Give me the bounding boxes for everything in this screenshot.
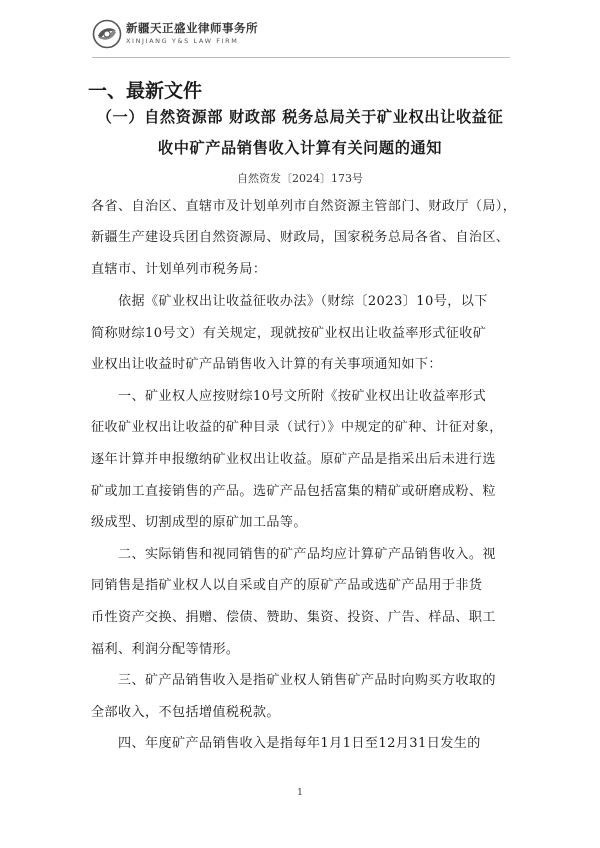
header-divider bbox=[92, 57, 510, 58]
body-line: 征收矿业权出让收益的矿种目录（试行）》中规定的矿种、计征对象， bbox=[91, 420, 503, 435]
body-line: 一、矿业权人应按财综10号文所附《按矿业权出让收益率形式 bbox=[118, 389, 487, 404]
body-line: 逐年计算并申报缴纳矿业权出让收益。原矿产品是指采出后未进行选 bbox=[91, 452, 496, 467]
firm-logo-icon bbox=[92, 19, 122, 49]
body-line: 二、实际销售和视同销售的矿产品均应计算矿产品销售收入。视 bbox=[118, 547, 496, 562]
body-line: 直辖市、计划单列市税务局： bbox=[91, 262, 267, 277]
body-line: 币性资产交换、捐赠、偿债、赞助、集资、投资、广告、样品、职工 bbox=[91, 610, 496, 625]
body-line: 简称财综10号文）有关规定，现就按矿业权出让收益率形式征收矿 bbox=[91, 326, 487, 341]
body-line: 三、矿产品销售收入是指矿业权人销售矿产品时向购买方收取的 bbox=[118, 673, 496, 688]
firm-name-en: XINJIANG Y&S LAW FIRM bbox=[126, 37, 239, 45]
page-number: 1 bbox=[297, 788, 303, 798]
body-line: 依据《矿业权出让收益征收办法》（财综〔2023〕10号，以下 bbox=[118, 294, 488, 309]
body-line: 业权出让收益时矿产品销售收入计算的有关事项通知如下： bbox=[91, 357, 442, 372]
body-line: 级成型、切割成型的原矿加工品等。 bbox=[91, 515, 307, 530]
notice-title-line-2: 收中矿产品销售收入计算有关问题的通知 bbox=[157, 139, 443, 157]
body-line: 各省、自治区、直辖市及计划单列市自然资源主管部门、财政厅（局）， bbox=[91, 199, 517, 214]
body-line: 四、年度矿产品销售收入是指每年1月1日至12月31日发生的 bbox=[118, 736, 481, 751]
document-number: 自然资发〔2024〕173号 bbox=[237, 172, 363, 185]
section-title: 一、最新文件 bbox=[88, 80, 203, 102]
firm-name-cn: 新疆天正盛业律师事务所 bbox=[126, 21, 258, 35]
notice-title-line-1: （一）自然资源部 财政部 税务总局关于矿业权出让收益征 bbox=[96, 108, 504, 126]
body-line: 同销售是指矿业权人以自采或自产的原矿产品或选矿产品用于非货 bbox=[91, 578, 483, 593]
body-line: 全部收入，不包括增值税税款。 bbox=[91, 705, 280, 720]
body-line: 新疆生产建设兵团自然资源局、财政局，国家税务总局各省、自治区、 bbox=[91, 230, 510, 245]
body-line: 矿或加工直接销售的产品。选矿产品包括富集的精矿或研磨成粉、粒 bbox=[91, 484, 496, 499]
letterhead bbox=[92, 18, 512, 50]
body-line: 福利、利润分配等情形。 bbox=[91, 642, 240, 657]
